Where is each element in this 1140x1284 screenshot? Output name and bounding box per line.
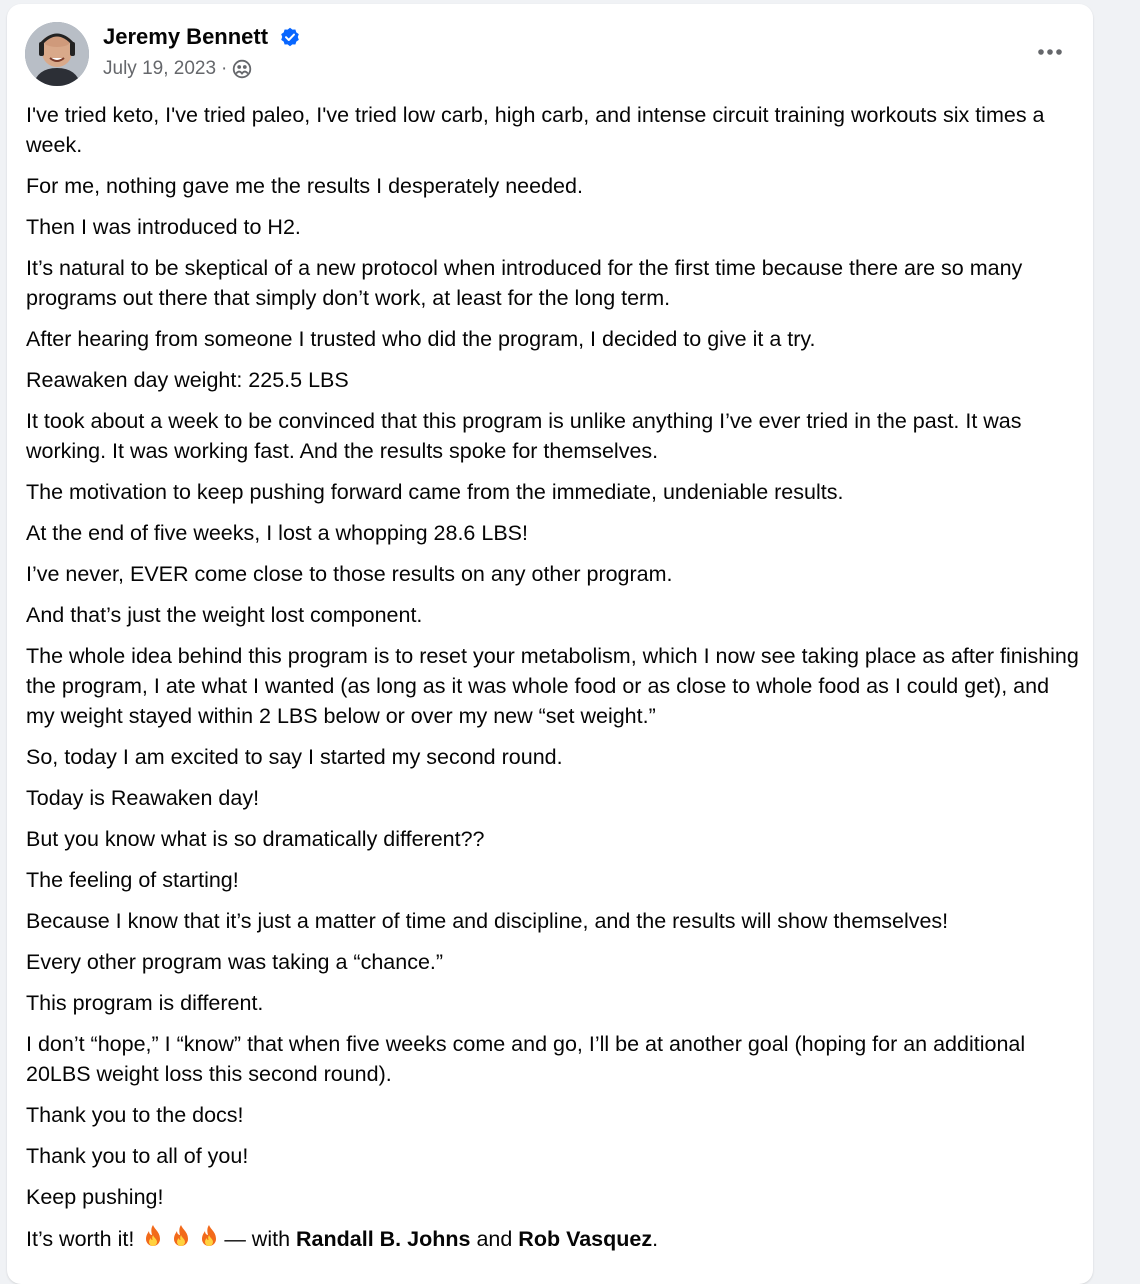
post-paragraph: But you know what is so dramatically different?? bbox=[26, 827, 485, 851]
verified-badge-icon bbox=[280, 27, 300, 47]
friends-audience-icon[interactable] bbox=[232, 59, 252, 79]
worth-it-text: It’s worth it! bbox=[26, 1227, 135, 1251]
post-paragraph: Then I was introduced to H2. bbox=[26, 215, 301, 239]
post-paragraph: I’ve never, EVER come close to those results on any other program. bbox=[26, 562, 673, 586]
author-name[interactable]: Jeremy Bennett bbox=[103, 24, 269, 49]
more-options-icon bbox=[1030, 32, 1070, 72]
post-paragraph: At the end of five weeks, I lost a whopping 28.6 LBS! bbox=[26, 521, 528, 545]
post-paragraph: Every other program was taking a “chance.” bbox=[26, 950, 444, 974]
post-paragraph: Thank you to the docs! bbox=[26, 1103, 244, 1127]
with-text: — with bbox=[224, 1227, 291, 1251]
post-paragraph: After hearing from someone I trusted who did the program, I decided to give it a try. bbox=[26, 327, 816, 351]
post-paragraph: Reawaken day weight: 225.5 LBS bbox=[26, 368, 349, 392]
and-text: and bbox=[476, 1227, 513, 1251]
fire-icon bbox=[140, 1223, 166, 1249]
post-meta bbox=[103, 58, 252, 80]
post-paragraph: I've tried keto, I've tried paleo, I've tried low carb, high carb, and intense circuit training workouts six times a week. bbox=[26, 103, 1045, 157]
post-paragraph: Thank you to all of you! bbox=[26, 1144, 249, 1168]
tagged-user-link[interactable]: Rob Vasquez bbox=[518, 1227, 653, 1251]
post-last-line bbox=[26, 1223, 1081, 1254]
post-card bbox=[7, 4, 1093, 1284]
post-paragraph: For me, nothing gave me the results I desperately needed. bbox=[26, 174, 583, 198]
post-date[interactable]: July 19, 2023 bbox=[103, 58, 217, 79]
post-paragraph: Keep pushing! bbox=[26, 1185, 164, 1209]
post-paragraph: This program is different. bbox=[26, 991, 264, 1015]
post-header bbox=[25, 22, 1075, 88]
more-options-button[interactable] bbox=[1030, 32, 1070, 72]
tagged-user-link[interactable]: Randall B. Johns bbox=[296, 1227, 471, 1251]
post-paragraph: And that’s just the weight lost component. bbox=[26, 603, 423, 627]
period-text: . bbox=[652, 1227, 659, 1251]
fire-icon bbox=[168, 1223, 194, 1249]
post-paragraph: So, today I am excited to say I started my second round. bbox=[26, 745, 563, 769]
fire-icon bbox=[196, 1223, 222, 1249]
post-paragraph: The feeling of starting! bbox=[26, 868, 239, 892]
meta-separator: · bbox=[221, 58, 228, 79]
post-paragraph: Today is Reawaken day! bbox=[26, 786, 260, 810]
post-paragraph: Because I know that it’s just a matter of time and discipline, and the results will show themselves! bbox=[26, 909, 949, 933]
post-paragraph: I don’t “hope,” I “know” that when five weeks come and go, I’ll be at another goal (hoping for an additional 20LBS weight loss this second round). bbox=[26, 1032, 1026, 1086]
avatar-photo bbox=[25, 22, 89, 86]
author-avatar[interactable] bbox=[25, 22, 89, 86]
post-body bbox=[26, 100, 1081, 1265]
post-paragraph: The motivation to keep pushing forward came from the immediate, undeniable results. bbox=[26, 480, 844, 504]
post-paragraph: It’s natural to be skeptical of a new protocol when introduced for the first time because there are so many programs out there that simply don’t work, at least for the long term. bbox=[26, 256, 1023, 310]
post-paragraph: It took about a week to be convinced that this program is unlike anything I’ve ever tried in the past. It was working. It was working fast. And the results spoke for themselves. bbox=[26, 409, 1022, 463]
post-paragraph: The whole idea behind this program is to reset your metabolism, which I now see taking place as after finishing the program, I ate what I wanted (as long as it was whole food or as close to whole food as I could get), and my weight stayed within 2 LBS below or over my new “set weight.” bbox=[26, 644, 1079, 728]
